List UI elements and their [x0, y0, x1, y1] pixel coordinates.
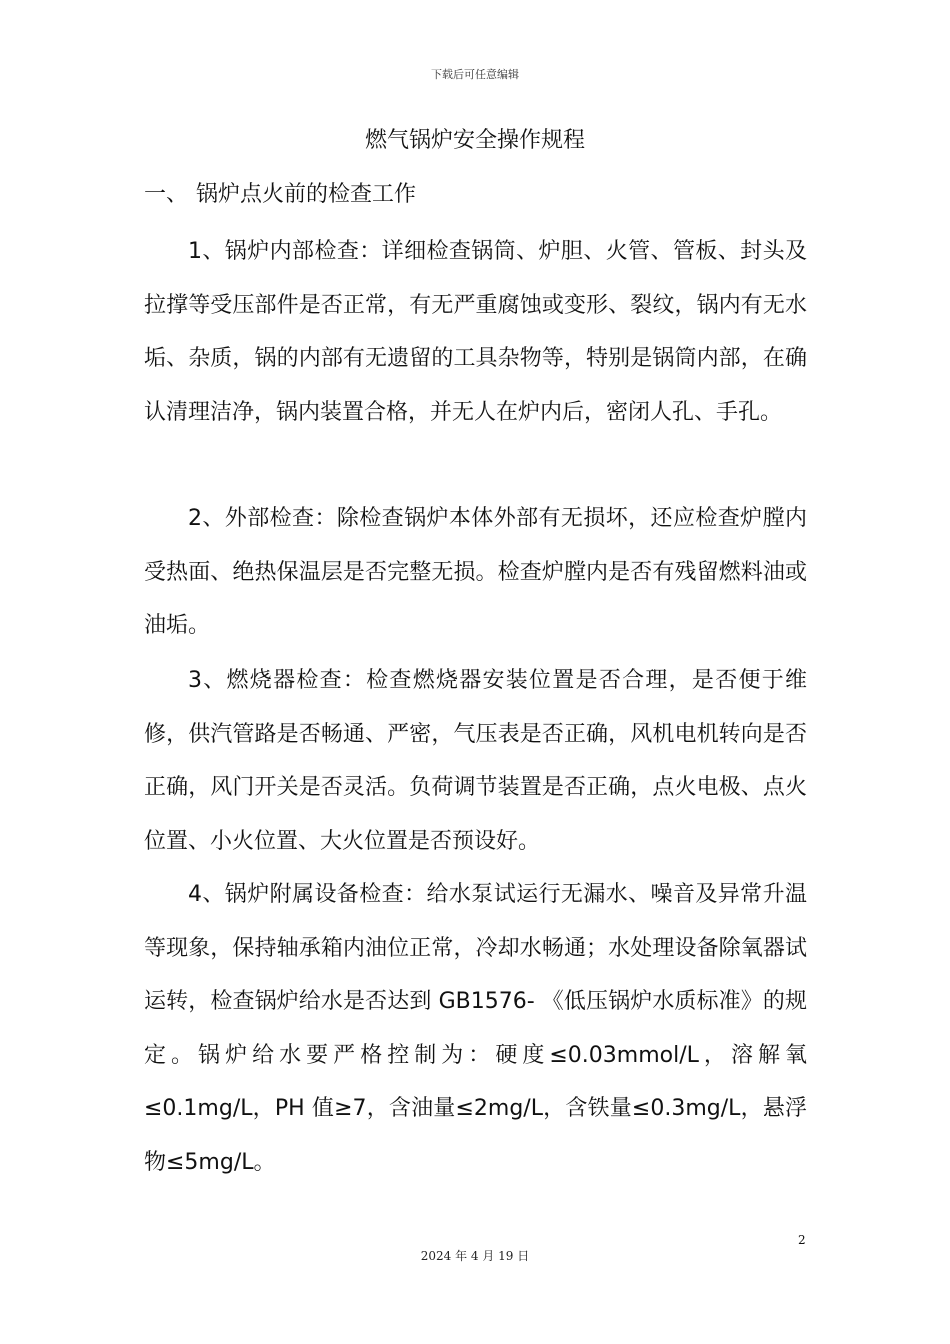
section-heading-text: 锅炉点火前的检查工作 — [196, 182, 417, 207]
footer-date: 2024 年 4 月 19 日 — [420, 1249, 530, 1263]
document-title: 燃气锅炉安全操作规程 — [364, 128, 585, 153]
page-number: 2 — [798, 1233, 806, 1247]
paragraph-burner-inspection: 3、燃烧器检查：检查燃烧器安装位置是否合理，是否便于维修，供汽管路是否畅通、严密，气压表是否正确，风机电机转向是否正确，风门开关是否灵活。负荷调节装置是否正确，点火电极、点火位置、小火位置、大火位置是否预设好。 — [144, 668, 807, 854]
paragraph-auxiliary-equipment-inspection: 4、锅炉附属设备检查：给水泵试运行无漏水、噪音及异常升温等现象，保持轴承箱内油位正常，冷却水畅通；水处理设备除氧器试运转，检查锅炉给水是否达到 GB1576- 《低压锅炉水质标准》的规定。锅炉给水要严格控制为：硬度≤0.03mmol/L，溶解氧≤0.1mg/L，PH 值≥7，含油量≤2mg/L，含铁量≤0.3mg/L，悬浮物≤5mg/L。 — [144, 882, 807, 1175]
section-number: 一、 — [144, 182, 189, 207]
section-heading — [144, 180, 416, 210]
page-header-note: 下载后可任意编辑 — [431, 68, 519, 81]
paragraph-internal-inspection: 1、锅炉内部检查：详细检查锅筒、炉胆、火管、管板、封头及拉撑等受压部件是否正常，有无严重腐蚀或变形、裂纹，锅内有无水垢、杂质，锅的内部有无遗留的工具杂物等，特别是锅筒内部，在确认清理洁净，锅内装置合格，并无人在炉内后，密闭人孔、手孔。 — [144, 239, 807, 425]
paragraph-external-inspection: 2、外部检查：除检查锅炉本体外部有无损坏，还应检查炉膛内受热面、绝热保温层是否完整无损。检查炉膛内是否有残留燃料油或油垢。 — [144, 506, 807, 638]
